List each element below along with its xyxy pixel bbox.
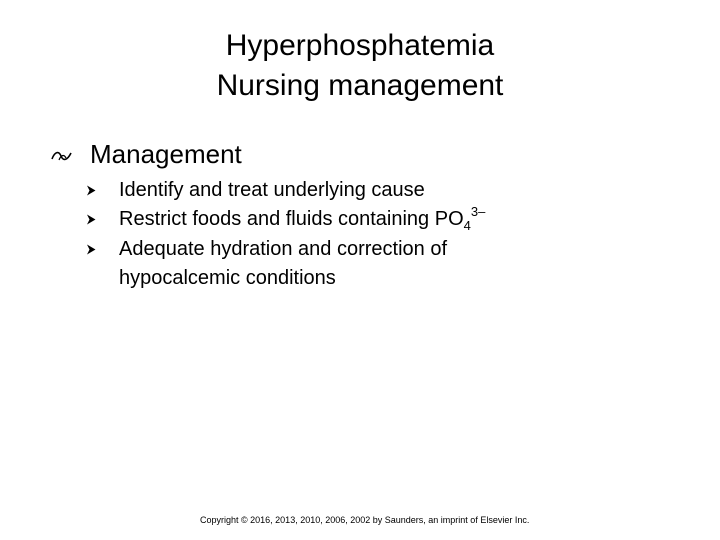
sub-bullet-list bbox=[62, 176, 682, 293]
slide-content bbox=[62, 136, 682, 293]
list-item bbox=[62, 235, 682, 293]
subscript: 4 bbox=[463, 218, 471, 233]
heading-item bbox=[62, 136, 682, 172]
superscript: 3– bbox=[470, 204, 486, 219]
arrowhead-bullet-icon bbox=[86, 214, 96, 225]
title-line-2: Nursing management bbox=[216, 69, 504, 102]
list-item bbox=[62, 205, 682, 235]
bullet-text-main: Restrict foods and fluids containing PO bbox=[119, 208, 464, 230]
list-item bbox=[62, 176, 682, 205]
heading-text: Management bbox=[90, 139, 242, 169]
bullet-text: Adequate hydration and correction of hypocalcemic conditions bbox=[119, 238, 447, 289]
title-line-1: Hyperphosphatemia bbox=[225, 29, 495, 62]
slide-title bbox=[0, 26, 720, 106]
arrowhead-bullet-icon bbox=[86, 185, 96, 196]
copyright-footer: Copyright © 2016, 2013, 2010, 2006, 2002 by Saunders, an imprint of Elsevier Inc. bbox=[200, 515, 530, 525]
arrowhead-bullet-icon bbox=[86, 244, 96, 255]
bullet-text bbox=[119, 205, 539, 235]
bullet-text: Identify and treat underlying cause bbox=[119, 179, 425, 201]
wavy-dash-bullet-icon bbox=[50, 149, 74, 163]
